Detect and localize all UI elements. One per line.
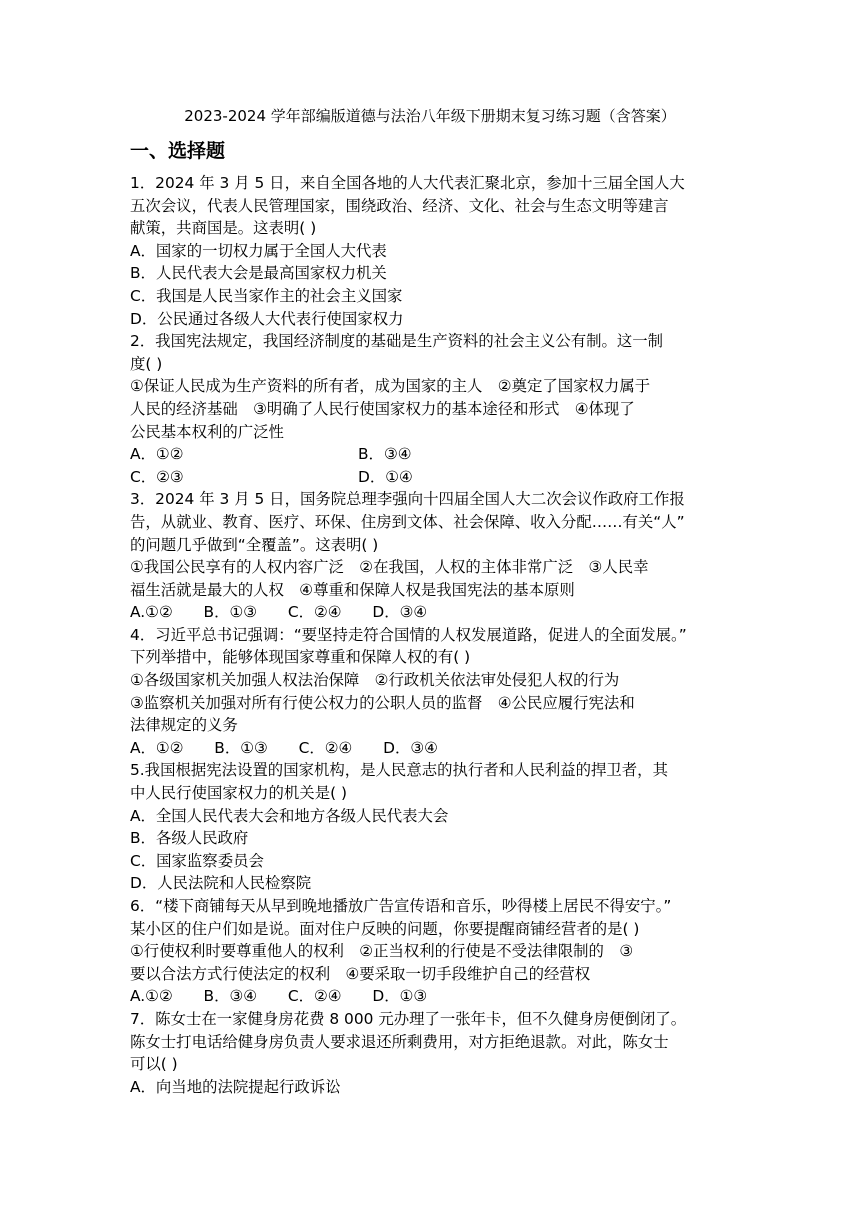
option-c: C．我国是人民当家作主的社会主义国家 — [130, 286, 403, 305]
question-1 — [130, 172, 735, 330]
option-row — [130, 466, 735, 489]
question-text-line: ①行使权利时要尊重他人的权利 ②正当权利的行使是不受法律限制的 ③ — [130, 942, 634, 961]
option-a: A．全国人民代表大会和地方各级人民代表大会 — [130, 806, 449, 825]
section-heading: 一、选择题 — [130, 140, 226, 162]
question-text-line: 法律规定的义务 — [130, 716, 238, 735]
option-b: B．③④ — [358, 445, 412, 464]
question-text-line: 陈女士打电话给健身房负责人要求退还所剩费用，对方拒绝退款。对此，陈女士 — [130, 1032, 669, 1051]
question-text-line: 2．我国宪法规定，我国经济制度的基础是生产资料的社会主义公有制。这一制 — [130, 332, 664, 351]
question-text-line: 1．2024 年 3 月 5 日，来自全国各地的人大代表汇聚北京，参加十三届全国人大 — [130, 174, 685, 192]
option-row — [130, 443, 735, 466]
question-4 — [130, 624, 735, 760]
question-5 — [130, 759, 735, 895]
question-text-line: 福生活就是最大的人权 ④尊重和保障人权是我国宪法的基本原则 — [130, 580, 575, 599]
option-b: B．各级人民政府 — [130, 829, 249, 848]
option-line: A.①② B．③④ C．②④ D．①③ — [130, 987, 428, 1006]
option-d: D．人民法院和人民检察院 — [130, 874, 312, 893]
question-text-line: 人民的经济基础 ③明确了人民行使国家权力的基本途径和形式 ④体现了 — [130, 399, 635, 418]
question-text-line: ①保证人民成为生产资料的所有者，成为国家的主人 ②奠定了国家权力属于 — [130, 377, 651, 396]
question-text-line: 中人民行使国家权力的机关是( ) — [130, 784, 347, 803]
document-title: 2023-2024 学年部编版道德与法治八年级下册期末复习练习题（含答案） — [184, 107, 676, 125]
option-c: C．②③ — [130, 467, 184, 486]
question-text-line: 公民基本权利的广泛性 — [130, 422, 284, 441]
question-text-line: 4．习近平总书记强调：“要坚持走符合国情的人权发展道路，促进人的全面发展。” — [130, 625, 687, 644]
question-text-line: 告，从就业、教育、医疗、环保、住房到文体、社会保障、收入分配……有关“人” — [130, 512, 685, 531]
option-c: C．国家监察委员会 — [130, 851, 264, 870]
question-text-line: 下列举措中，能够体现国家尊重和保障人权的有( ) — [130, 648, 471, 667]
question-text-line: 5.我国根据宪法设置的国家机构，是人民意志的执行者和人民利益的捍卫者，其 — [130, 761, 668, 780]
question-text-line: 可以( ) — [130, 1055, 178, 1074]
question-text-line: 某小区的住户们如是说。面对住户反映的问题，你要提醒商铺经营者的是( ) — [130, 919, 640, 938]
option-d: D．公民通过各级人大代表行使国家权力 — [130, 309, 404, 328]
option-b: B．人民代表大会是最高国家权力机关 — [130, 264, 387, 283]
question-text-line: 要以合法方式行使法定的权利 ④要采取一切手段维护自己的经营权 — [130, 964, 591, 983]
question-2 — [130, 330, 735, 488]
question-text-line: 6．“楼下商铺每天从早到晚地播放广告宣传语和音乐，吵得楼上居民不得安宁。” — [130, 897, 672, 915]
option-line: A．①② B．①③ C．②④ D．③④ — [130, 738, 438, 757]
option-d: D．①④ — [358, 467, 413, 486]
question-text-line: 的问题几乎做到“全覆盖”。这表明( ) — [130, 535, 379, 554]
question-text-line: 7．陈女士在一家健身房花费 8 000 元办理了一张年卡，但不久健身房便倒闭了。 — [130, 1009, 687, 1028]
question-text-line: ①各级国家机关加强人权法治保障 ②行政机关依法审处侵犯人权的行为 — [130, 671, 620, 690]
question-text-line: 献策，共商国是。这表明( ) — [130, 219, 317, 238]
question-list — [130, 172, 735, 1098]
option-a: A．①② — [130, 445, 184, 464]
question-3 — [130, 488, 735, 624]
option-a: A．向当地的法院提起行政诉讼 — [130, 1077, 341, 1096]
option-a: A．国家的一切权力属于全国人大代表 — [130, 241, 387, 260]
option-line: A.①② B．①③ C．②④ D．③④ — [130, 603, 428, 622]
question-6 — [130, 895, 735, 1008]
question-text-line: ①我国公民享有的人权内容广泛 ②在我国，人权的主体非常广泛 ③人民幸 — [130, 558, 649, 577]
question-text-line: 五次会议，代表人民管理国家，围绕政治、经济、文化、社会与生态文明等建言 — [130, 196, 669, 215]
question-7 — [130, 1008, 735, 1098]
question-text-line: 3．2024 年 3 月 5 日，国务院总理李强向十四届全国人大二次会议作政府工作报 — [130, 490, 685, 509]
question-text-line: 度( ) — [130, 354, 163, 373]
question-text-line: ③监察机关加强对所有行使公权力的公职人员的监督 ④公民应履行宪法和 — [130, 693, 635, 712]
